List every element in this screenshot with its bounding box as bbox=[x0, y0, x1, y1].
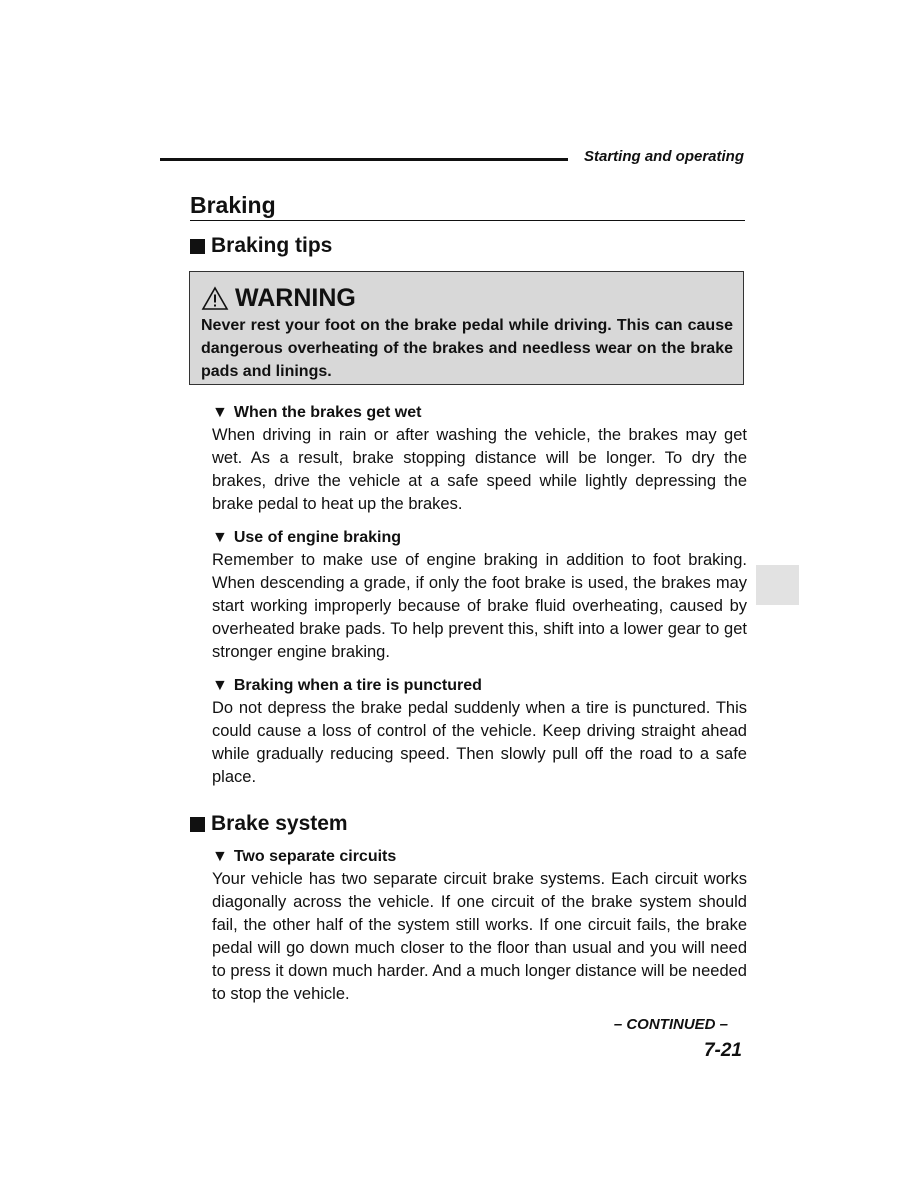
subsection-punctured-tire bbox=[212, 675, 747, 789]
brake-system-heading bbox=[190, 812, 348, 836]
subsection-wet-brakes bbox=[212, 402, 747, 516]
header-rule bbox=[160, 158, 568, 161]
subsection-text: Your vehicle has two separate circuit brake systems. Each circuit works diagonally across the vehicle. If one circuit of the brake system should fail, the other half of the system still works. If one circuit fails, the brake pedal will go down much closer to the floor than usual and you will need to press it down much harder. And a much longer distance will be needed to stop the vehicle. bbox=[212, 870, 747, 1003]
subsection-heading: ▼ Two separate circuits bbox=[212, 848, 397, 865]
triangle-bullet-icon: ▼ bbox=[212, 848, 228, 865]
warning-triangle-icon bbox=[201, 286, 229, 311]
warning-box bbox=[189, 271, 744, 385]
subsection-two-circuits bbox=[212, 846, 747, 1006]
subsection-text: Remember to make use of engine braking in addition to foot braking. When descending a grade, if only the foot brake is used, the brakes may start working improperly because of brake fluid overheating, caused by overheated brake pads. To help prevent this, shift into a lower gear to get stronger engine braking. bbox=[212, 551, 747, 661]
square-bullet-icon bbox=[190, 817, 205, 832]
subsection-text: When driving in rain or after washing the vehicle, the brakes may get wet. As a result, brake stopping distance will be longer. To dry the brakes, drive the vehicle at a safe speed while lightly depressing the brake pedal to heat up the brakes. bbox=[212, 426, 747, 513]
subsection-text: Do not depress the brake pedal suddenly when a tire is punctured. This could cause a loss of control of the vehicle. Keep driving straight ahead while gradually reducing speed. Then slowly pull off the road to a safe place. bbox=[212, 699, 747, 786]
braking-tips-title: Braking tips bbox=[211, 234, 333, 257]
page-title: Braking bbox=[190, 192, 276, 218]
subsection-heading: ▼ Use of engine braking bbox=[212, 529, 401, 546]
continued-label: – CONTINUED – bbox=[613, 1016, 728, 1033]
triangle-bullet-icon: ▼ bbox=[212, 529, 228, 546]
subsection-heading: ▼ When the brakes get wet bbox=[212, 404, 422, 421]
warning-label: WARNING bbox=[235, 283, 356, 312]
section-label: Starting and operating bbox=[583, 148, 744, 165]
subsection-engine-braking bbox=[212, 527, 747, 664]
brake-system-title: Brake system bbox=[211, 812, 348, 835]
subsection-heading: ▼ Braking when a tire is punctured bbox=[212, 677, 482, 694]
square-bullet-icon bbox=[190, 239, 205, 254]
warning-header bbox=[201, 284, 733, 312]
warning-text: Never rest your foot on the brake pedal while driving. This can cause dangerous overheating of the brakes and needless wear on the brake pads and linings. bbox=[201, 317, 733, 380]
page-number: 7-21 bbox=[703, 1040, 742, 1061]
chapter-tab bbox=[756, 565, 799, 605]
triangle-bullet-icon: ▼ bbox=[212, 404, 228, 421]
title-rule bbox=[190, 220, 745, 221]
braking-tips-heading bbox=[190, 234, 332, 258]
triangle-bullet-icon: ▼ bbox=[212, 677, 228, 694]
